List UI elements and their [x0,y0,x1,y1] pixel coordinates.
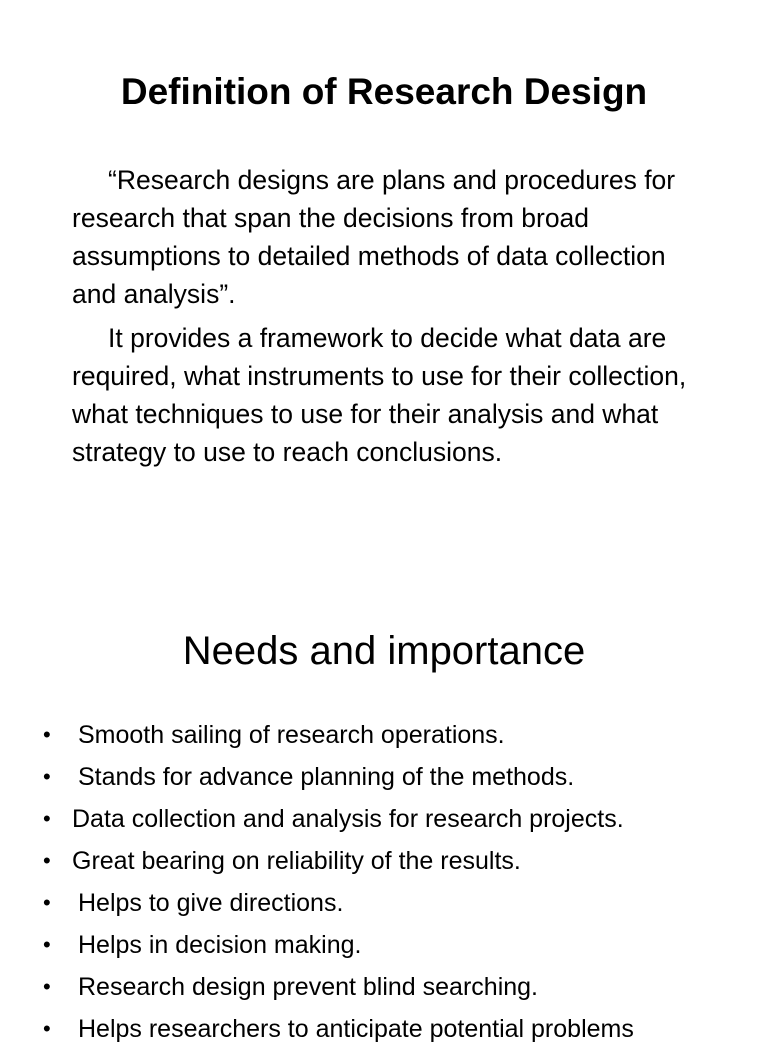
list-item [0,966,768,1008]
list-item [0,924,768,966]
bullet-icon: • [43,806,51,831]
bullet-text: Stands for advance planning of the methods. [78,763,575,791]
list-item [0,756,768,798]
bullet-icon: • [43,1016,51,1041]
bullet-text: Helps researchers to anticipate potential problems [78,1015,634,1043]
framework-paragraph: It provides a framework to decide what data are required, what instruments to use for their collection, what techniques to use for their analysis and what strategy to use to reach conclusions. [72,323,687,467]
bullet-text: Smooth sailing of research operations. [78,721,505,749]
list-item [0,840,768,882]
bullet-icon: • [43,974,51,999]
bullet-text: Research design prevent blind searching. [78,973,538,1001]
list-item [0,798,768,840]
bullet-text: Helps in decision making. [78,931,362,959]
bullet-text: Great bearing on reliability of the results. [72,847,521,875]
bullet-icon: • [43,764,51,789]
definition-paragraph: “Research designs are plans and procedures for research that span the decisions from broad assumptions to detailed methods of data collection and analysis”. [72,165,676,309]
bullet-icon: • [43,890,51,915]
list-item [0,882,768,924]
bullet-icon: • [43,848,51,873]
bullet-icon: • [43,722,51,747]
list-item [0,1008,768,1050]
section-title: Needs and importance [182,629,586,673]
bullet-icon: • [43,932,51,957]
list-item [0,714,768,756]
bullet-text: Helps to give directions. [78,889,344,917]
importance-bullet-list [0,714,768,1050]
bullet-text: Data collection and analysis for research projects. [72,805,624,833]
slide-title: Definition of Research Design [120,71,648,112]
